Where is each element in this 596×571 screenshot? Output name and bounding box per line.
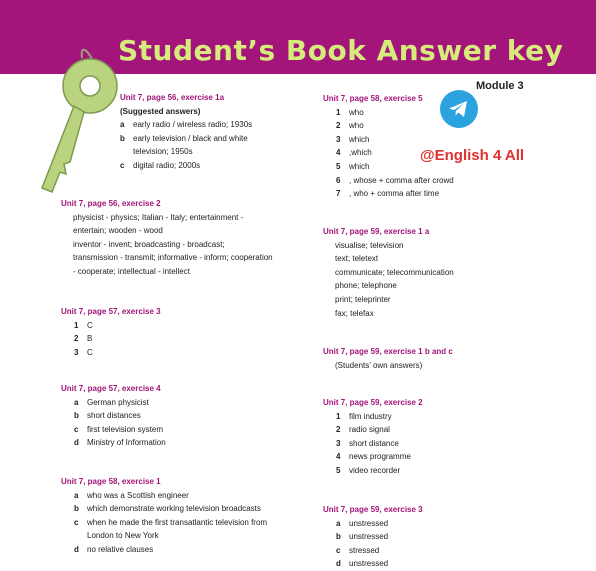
answer-line: (Students’ own answers) — [335, 360, 423, 370]
list-item: a unstressed — [336, 518, 389, 528]
answer-line: fax; telefax — [335, 308, 374, 318]
list-item: 5 which — [336, 161, 370, 171]
section-note: (Suggested answers) — [120, 106, 201, 116]
section-unit7-p56-ex1a — [120, 91, 252, 173]
list-item: 7 , who + comma after time — [336, 189, 440, 199]
section-heading: Unit 7, page 57, exercise 3 — [61, 307, 161, 316]
list-item: television; 1950s — [133, 147, 193, 157]
section-heading: Unit 7, page 56, exercise 1a — [120, 93, 225, 102]
page-title: Student’s Book Answer key — [118, 34, 564, 67]
answer-line: inventor - invent; broadcasting - broadcast; — [73, 239, 225, 249]
answer-line: visualise; television — [335, 240, 404, 250]
list-item: a who was a Scottish engineer — [74, 490, 189, 500]
answer-line: text; teletext — [335, 254, 379, 264]
module-label: Module 3 — [476, 80, 524, 92]
section-unit7-p57-ex4 — [61, 382, 166, 450]
list-item: b early television / black and white — [120, 133, 248, 143]
section-unit7-p58-ex5 — [323, 92, 454, 201]
list-item: 4 ,which — [336, 148, 372, 158]
section-unit7-p58-ex1 — [61, 475, 267, 557]
list-item: 1 film industry — [336, 411, 392, 421]
list-item: d Ministry of Information — [74, 438, 166, 448]
section-unit7-p59-ex1bc — [323, 345, 453, 372]
answer-line: communicate; telecommunication — [335, 267, 454, 277]
answer-line: entertain; wooden - wood — [73, 226, 163, 236]
list-item: a early radio / wireless radio; 1930s — [120, 120, 253, 130]
list-item: 2 who — [336, 121, 364, 131]
list-item: b which demonstrate working television broadcasts — [74, 504, 261, 514]
list-item: 2 B — [74, 334, 93, 344]
channel-handle[interactable]: @English 4 All — [420, 147, 525, 164]
list-item: c digital radio; 2000s — [120, 160, 201, 170]
section-heading: Unit 7, page 58, exercise 1 — [61, 477, 161, 486]
section-heading: Unit 7, page 57, exercise 4 — [61, 384, 161, 393]
answer-line: - cooperate; intellectual - intellect — [73, 266, 190, 276]
list-item: London to New York — [87, 531, 159, 541]
list-item: c stressed — [336, 545, 380, 555]
list-item: 6 , whose + comma after crowd — [336, 175, 454, 185]
list-item: 1 who — [336, 107, 364, 117]
key-icon — [30, 40, 125, 200]
section-heading: Unit 7, page 59, exercise 1 a — [323, 227, 430, 236]
answer-line: physicist - physics; Italian - Italy; entertainment - — [73, 212, 244, 222]
list-item: d unstressed — [336, 559, 389, 569]
section-heading: Unit 7, page 56, exercise 2 — [61, 199, 161, 208]
answer-line: phone; telephone — [335, 281, 397, 291]
list-item: b short distances — [74, 411, 141, 421]
section-unit7-p59-ex3 — [323, 503, 423, 571]
list-item: 1 C — [74, 320, 93, 330]
list-item: 3 short distance — [336, 438, 399, 448]
list-item: 4 news programme — [336, 452, 411, 462]
answer-line: print; teleprinter — [335, 294, 391, 304]
list-item: 3 C — [74, 347, 93, 357]
section-heading: Unit 7, page 59, exercise 3 — [323, 505, 423, 514]
list-item: c when he made the first transatlantic television from — [74, 517, 268, 527]
section-heading: Unit 7, page 59, exercise 1 b and c — [323, 347, 453, 356]
list-item: 3 which — [336, 134, 370, 144]
list-item: d no relative clauses — [74, 544, 154, 554]
section-unit7-p59-ex1a — [323, 225, 454, 320]
list-item: c first television system — [74, 424, 164, 434]
answer-line: transmission - transmit; informative - inform; cooperation — [73, 253, 273, 263]
section-unit7-p56-ex2 — [61, 197, 273, 279]
section-heading: Unit 7, page 59, exercise 2 — [323, 398, 423, 407]
list-item: b unstressed — [336, 532, 389, 542]
section-heading: Unit 7, page 58, exercise 5 — [323, 94, 423, 103]
list-item: 2 radio signal — [336, 425, 390, 435]
section-unit7-p57-ex3 — [61, 305, 161, 359]
list-item: 5 video recorder — [336, 465, 401, 475]
section-unit7-p59-ex2 — [323, 396, 423, 478]
list-item: a German physicist — [74, 397, 149, 407]
